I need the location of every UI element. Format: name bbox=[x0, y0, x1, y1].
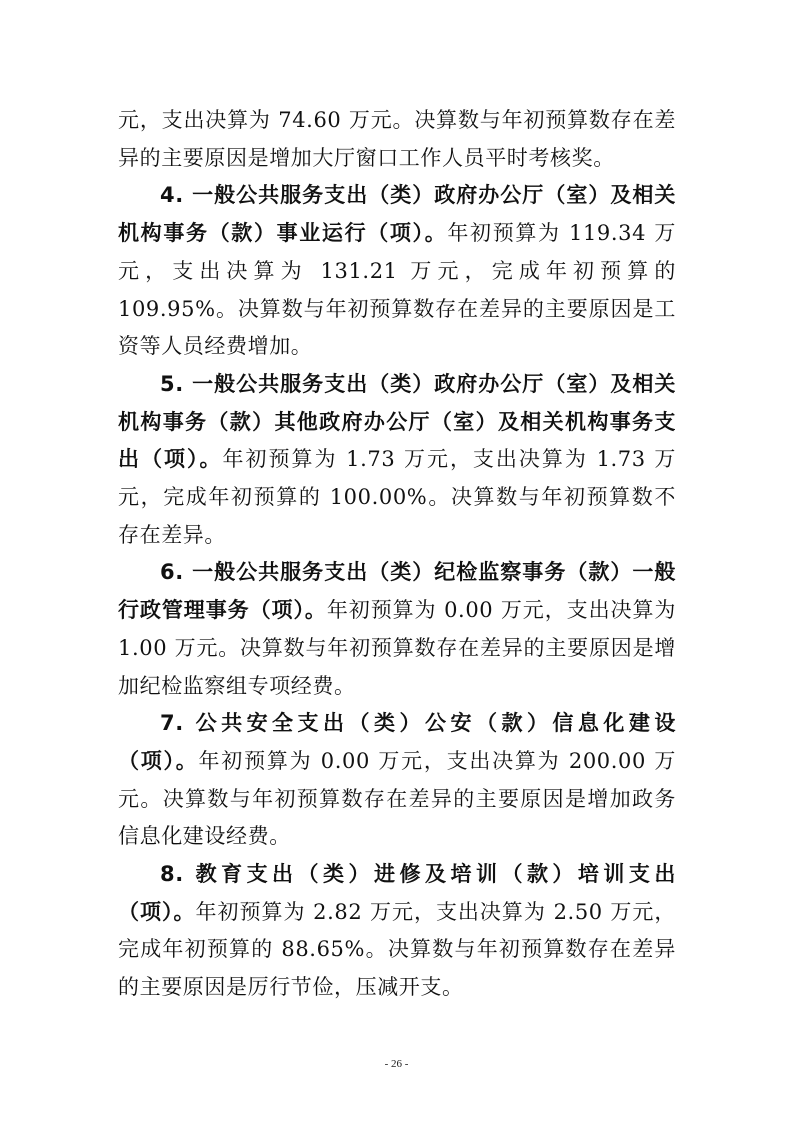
paragraph-body: 年初预算为 119.34 万元，支出决算为 131.21 万元，完成年初预算的 109.95%。决算数与年初预算数存在差异的主要原因是工资等人员经费增加。 bbox=[118, 221, 677, 359]
paragraph-heading: 4. 一般公共服务支出（类）政府办公厅（室）及相关机构事务（款）事业运行（项）。 bbox=[118, 183, 676, 246]
paragraph-item-8 bbox=[118, 856, 676, 1007]
paragraph-heading: 6. 一般公共服务支出（类）纪检监察事务（款）一般行政管理事务（项）。 bbox=[118, 560, 676, 623]
paragraph-body: 元，支出决算为 74.60 万元。决算数与年初预算数存在差异的主要原因是增加大厅窗口工作人员平时考核奖。 bbox=[118, 108, 676, 170]
paragraph-body: 年初预算为 0.00 万元，支出决算为 1.00 万元。决算数与年初预算数存在差异的主要原因是增加纪检监察组专项经费。 bbox=[118, 598, 676, 698]
page-number: - 26 - bbox=[384, 1058, 409, 1070]
paragraph-heading: 7. 公共安全支出（类）公安（款）信息化建设（项）。 bbox=[118, 711, 676, 773]
paragraph-item-4 bbox=[118, 177, 676, 366]
paragraph-item-7 bbox=[118, 705, 676, 856]
paragraph-heading: 5. 一般公共服务支出（类）政府办公厅（室）及相关机构事务（款）其他政府办公厅（室）及相关机构事务支出（项）。 bbox=[118, 371, 676, 472]
paragraph-body: 年初预算为 0.00 万元，支出决算为 200.00 万元。决算数与年初预算数存在差异的主要原因是增加政务信息化建设经费。 bbox=[118, 748, 676, 849]
document-body bbox=[118, 102, 676, 1007]
paragraph-body: 年初预算为 2.82 万元，支出决算为 2.50 万元，完成年初预算的 88.65%。决算数与年初预算数存在差异的主要原因是厉行节俭，压减开支。 bbox=[118, 899, 676, 1000]
paragraph-heading: 8. 教育支出（类）进修及培训（款）培训支出（项）。 bbox=[118, 862, 676, 924]
paragraph-continuation bbox=[118, 102, 676, 177]
paragraph-item-5 bbox=[118, 366, 676, 555]
paragraph-body: 年初预算为 1.73 万元，支出决算为 1.73 万元，完成年初预算的 100.00%。决算数与年初预算数不存在差异。 bbox=[118, 447, 677, 547]
paragraph-item-6 bbox=[118, 554, 676, 705]
